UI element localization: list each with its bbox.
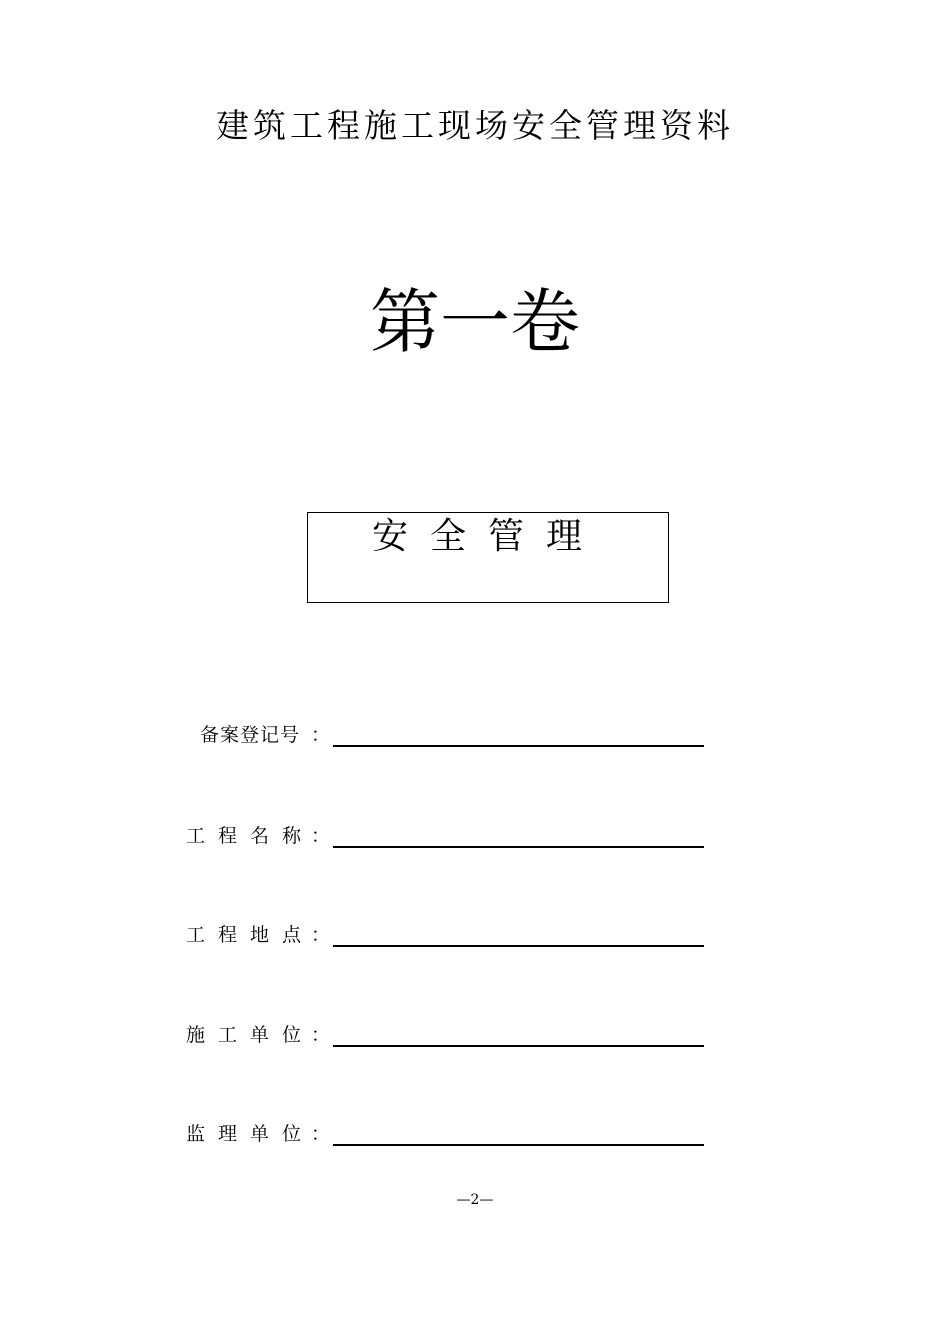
registration-number-blank[interactable] — [333, 745, 704, 747]
field-colon: ： — [311, 924, 331, 946]
supervision-unit-blank[interactable] — [333, 1144, 704, 1146]
field-label-construction-unit: 施工单位 — [186, 1024, 315, 1046]
field-row-supervision-unit — [0, 1107, 950, 1147]
project-name-blank[interactable] — [333, 846, 704, 848]
section-label: 安全管理 — [371, 516, 604, 557]
field-label-project-location: 工程地点 — [186, 924, 315, 946]
field-row-registration-number — [0, 708, 950, 748]
field-row-project-location — [0, 908, 950, 948]
field-colon: ： — [311, 1123, 331, 1145]
field-colon: ： — [311, 1024, 331, 1046]
construction-unit-blank[interactable] — [333, 1045, 704, 1047]
field-label-project-name: 工程名称 — [186, 825, 315, 847]
volume-title: 第一卷 — [370, 281, 580, 363]
field-label-registration-number: 备案登记号 — [200, 724, 301, 746]
field-colon: ： — [311, 825, 331, 847]
page-number: —2— — [456, 1192, 494, 1208]
field-colon: ： — [311, 724, 331, 746]
project-location-blank[interactable] — [333, 945, 704, 947]
field-row-project-name — [0, 809, 950, 849]
page-title: 建筑工程施工现场安全管理资料 — [216, 106, 734, 145]
field-row-construction-unit — [0, 1008, 950, 1048]
field-label-supervision-unit: 监理单位 — [186, 1123, 315, 1145]
